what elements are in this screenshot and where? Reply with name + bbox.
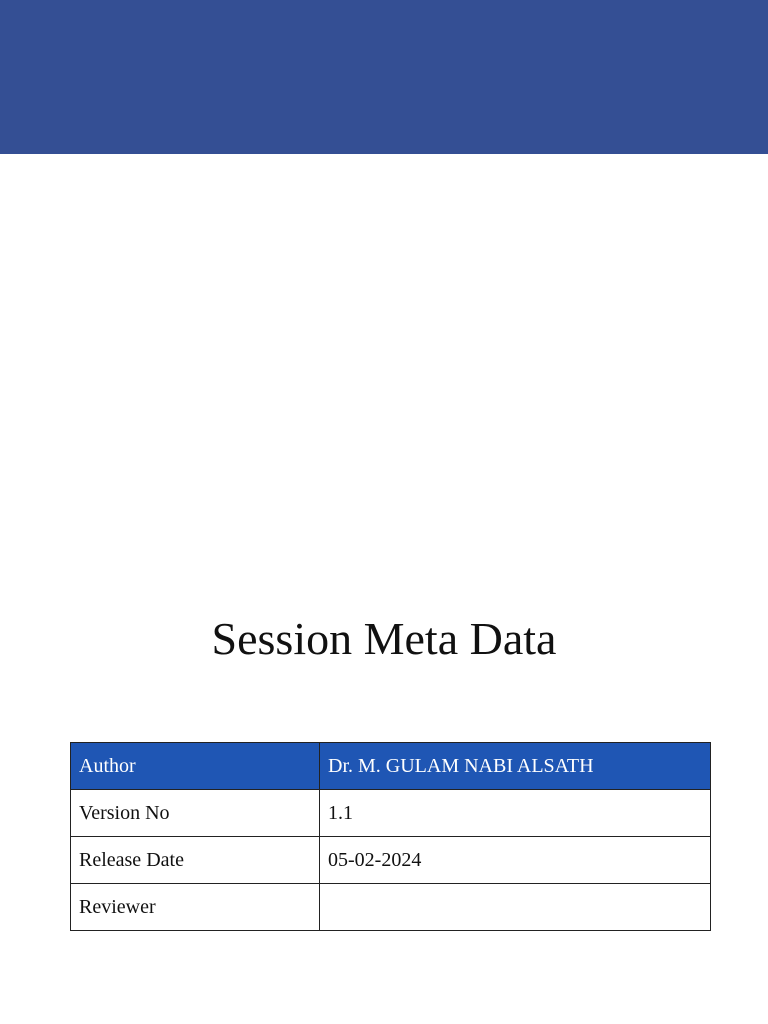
table-row-version xyxy=(71,790,711,837)
header-band xyxy=(0,0,768,154)
reviewer-label: Reviewer xyxy=(71,884,320,931)
table-row-author xyxy=(71,743,711,790)
version-value: 1.1 xyxy=(320,790,711,837)
author-label: Author xyxy=(71,743,320,790)
page-title: Session Meta Data xyxy=(211,613,557,664)
table-row-release-date xyxy=(71,837,711,884)
reviewer-value xyxy=(320,884,711,931)
version-label: Version No xyxy=(71,790,320,837)
release-date-label: Release Date xyxy=(71,837,320,884)
author-value: Dr. M. GULAM NABI ALSATH xyxy=(320,743,711,790)
release-date-value: 05-02-2024 xyxy=(320,837,711,884)
table-row-reviewer xyxy=(71,884,711,931)
meta-data-table xyxy=(70,742,711,931)
